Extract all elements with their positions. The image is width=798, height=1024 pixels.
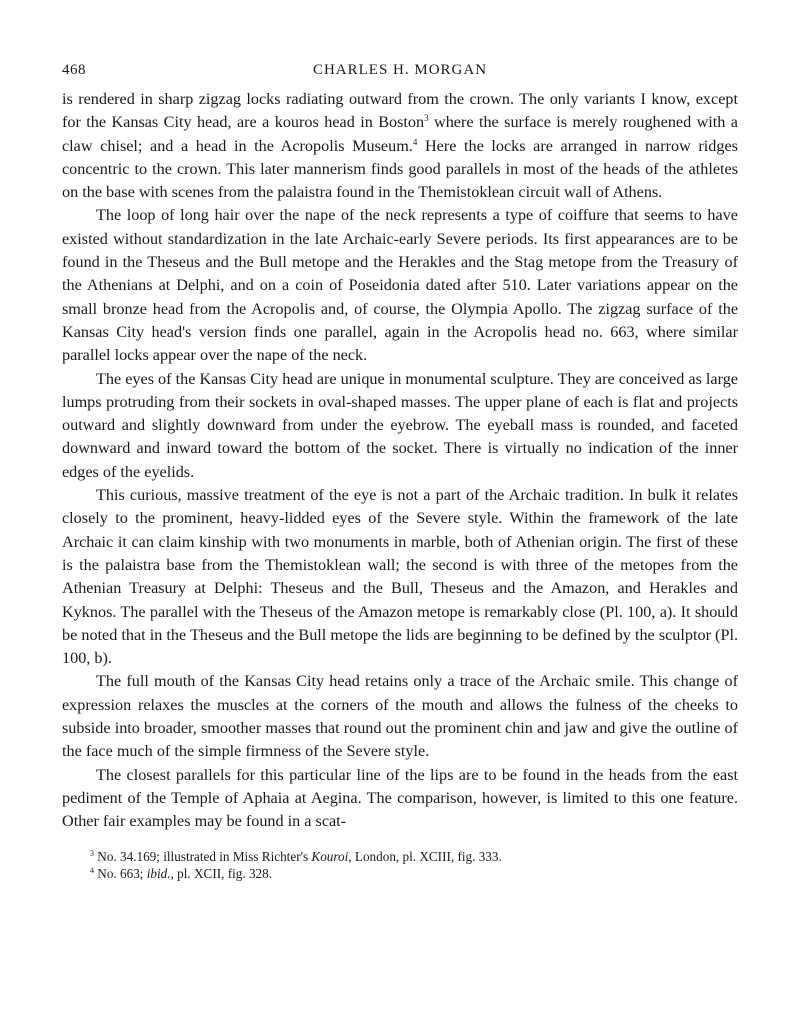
footnote-marker: 3: [90, 848, 94, 858]
footnote-ref-3: 3: [424, 113, 429, 124]
footnote-text: , London, pl. XCIII, fig. 333.: [348, 848, 502, 864]
running-head: [62, 62, 738, 88]
footnote-3: [90, 848, 738, 865]
paragraph-6: The closest parallels for this particular line of the lips are to be found in the heads from the east pediment of the Temple of Aphaia at Aegina. The comparison, however, is limited to this one feature. Other fair examples may be found in a scat-: [62, 765, 738, 831]
paragraph-text: is rendered in sharp zigzag locks radiating outward from the crown. The only variants I know, except for the Kansas City head, are a kouros head in Boston: [62, 90, 738, 132]
body-text: [62, 88, 738, 834]
footnote-text: No. 663;: [94, 865, 147, 881]
paragraph-4: This curious, massive treatment of the eye is not a part of the Archaic tradition. In bulk it relates closely to the prominent, heavy-lidded eyes of the Severe style. Within the framework of the late Archaic it can claim kinship with two monuments in marble, both of Athenian origin. The first of these is the palaistra base from the Themistoklean wall; the second is with three of the metopes from the Athenian Treasury at Delphi: Theseus and the Bull, Theseus and the Amazon, and Herakles and Kyknos. The parallel with the Theseus of the Amazon metope is remarkably close (Pl. 100, a). It should be noted that in the Theseus and the Bull metope the lids are beginning to be defined by the sculptor (Pl. 100, b).: [62, 486, 738, 668]
footnote-text: , pl. XCII, fig. 328.: [170, 865, 273, 881]
paragraph-text: where the surface is merely roughened with a claw chisel; and a head in the Acropolis Museum.: [62, 113, 738, 155]
footnote-italic: Kouroi: [311, 848, 349, 864]
page-number: 468: [62, 62, 86, 78]
paragraph-5: The full mouth of the Kansas City head retains only a trace of the Archaic smile. This change of expression relaxes the muscles at the corners of the mouth and allows the fulness of the cheeks to subside into broader, smoother masses that round out the prominent chin and jaw and give the outline of the face much of the simple firmness of the Severe style.: [62, 672, 738, 761]
paragraph-2: The loop of long hair over the nape of the neck represents a type of coiffure that seems to have existed without standardization in the late Archaic-early Severe periods. Its first appearances are to be found in the Theseus and the Bull metope and the Herakles and the Stag metope from the Treasury of the Athenians at Delphi, and on a coin of Poseidonia dated after 510. Later variations appear on the small bronze head from the Acropolis and, of course, the Olympia Apollo. The zigzag surface of the Kansas City head's version finds one parallel, again in the Acropolis head no. 663, where similar parallel locks appear over the nape of the neck.: [62, 206, 738, 365]
paragraph-3: The eyes of the Kansas City head are unique in monumental sculpture. They are conceived as large lumps protruding from their sockets in oval-shaped masses. The upper plane of each is flat and projects outward and slightly downward from under the eyebrow. The eyeball mass is rounded, and faceted downward and inward toward the bottom of the socket. There is virtually no indication of the inner edges of the eyelids.: [62, 369, 738, 481]
running-head-author: CHARLES H. MORGAN: [312, 62, 488, 78]
paragraph-1: [62, 88, 738, 204]
page: [62, 62, 738, 882]
footnote-4: [90, 865, 738, 882]
footnote-text: No. 34.169; illustrated in Miss Richter's: [94, 848, 312, 864]
footnote-ref-4: 4: [412, 136, 418, 147]
footnote-marker: 4: [90, 865, 94, 875]
footnote-italic: ibid.: [146, 865, 171, 881]
footnotes: [62, 848, 738, 882]
paragraph-text: Here the locks are arranged in narrow ridges concentric to the crown. This later mannerism finds good parallels in most of the heads of the athletes on the base with scenes from the palaistra found in the Themistoklean circuit wall of Athens.: [62, 136, 738, 202]
